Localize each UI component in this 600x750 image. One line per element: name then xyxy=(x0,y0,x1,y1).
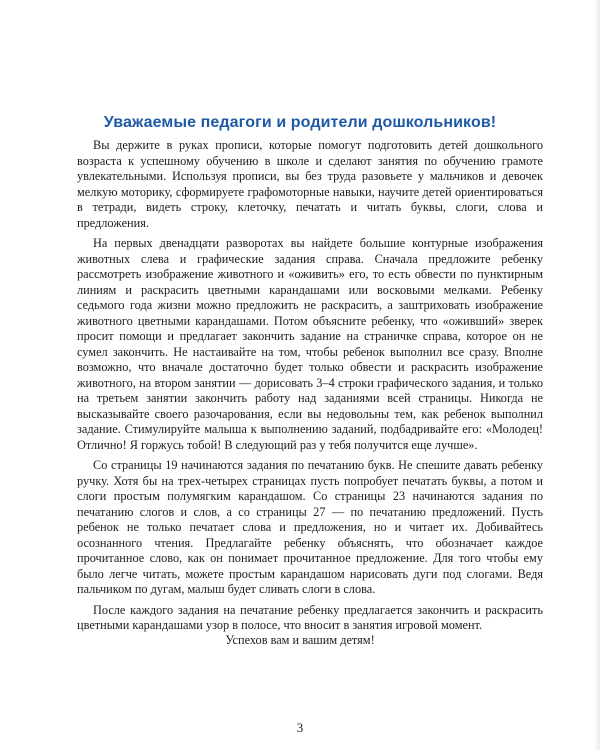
closing-wish: Успехов вам и вашим детям! xyxy=(225,633,375,647)
page-title: Уважаемые педагоги и родители дошкольников! xyxy=(103,114,497,131)
page-edge xyxy=(594,0,600,750)
body-text xyxy=(77,138,543,639)
paragraph-pattern-tasks: После каждого задания на печатание ребенку предлагается закончить и раскрасить цветными карандашами узор в полосе, что вносит в занятия игровой момент. xyxy=(77,602,543,632)
paragraph-intro: Вы держите в руках прописи, которые помогут подготовить детей дошкольного возраста к успешному обучению в школе и сделают занятия по обучению грамоте увлекательными. Используя прописи, вы без труда разовьете у мальчиков и девочек мелкую моторику, сформируете графомоторные навыки, научите детей ориентироваться в тетради, видеть строку, клеточку, печатать и читать буквы, слоги, слова и предложения. xyxy=(77,138,543,230)
paragraph-printing-tasks: Со страницы 19 начинаются задания по печатанию букв. Не спешите давать ребенку ручку. Хотя бы на трех-четырех страницах пусть попробует печатать буквы, а потом и слоги простым полумягким карандашом. Со страницы 23 начинаются задания по печатанию слогов и слов, а со страницы 27 — по печатанию предложений. Пусть ребенок не только печатает слова и предложения, но и читает их. Добивайтесь осознанного чтения. Предлагайте ребенку объяснять, что обозначает каждое прочитанное слово, как он понимает прочитанное предложение. Для того чтобы ему было легче читать, можете простым карандашом нарисовать дуги под слогами. Ведя пальчиком по дугам, малыш будет сливать слоги в слова. xyxy=(77,458,543,596)
paragraph-animal-tasks: На первых двенадцати разворотах вы найдете большие контурные изображения животных слева и графические задания справа. Сначала предложите ребенку рассмотреть изображение животного и «оживить» его, то есть обвести по пунктирным линиям и раскрасить цветными карандашами или восковыми мелками. Ребенку седьмого года жизни можно предложить не раскрасить, а заштриховать изображение животного цветными карандашами. Потом объясните ребенку, что «оживший» зверек просит помощи и предлагает закончить задание на страничке справа, которое он не сумел закончить. Не настаивайте на том, чтобы ребенок выполнил все сразу. Вполне возможно, что вначале достаточно будет только обвести и раскрасить изображение животного, на втором занятии — дорисовать 3–4 строки графического задания, и только на третьем занятии закончить работу над заданиями всей страницы. Никогда не высказывайте своего разочарования, если вы недовольны тем, как ребенок выполнил задание. Стимулируйте малыша к выполнению заданий, подбадривайте его: «Молодец! Отлично! Я горжусь тобой! В следующий раз у тебя получится еще лучше». xyxy=(77,236,543,452)
page-number: 3 xyxy=(296,720,304,735)
